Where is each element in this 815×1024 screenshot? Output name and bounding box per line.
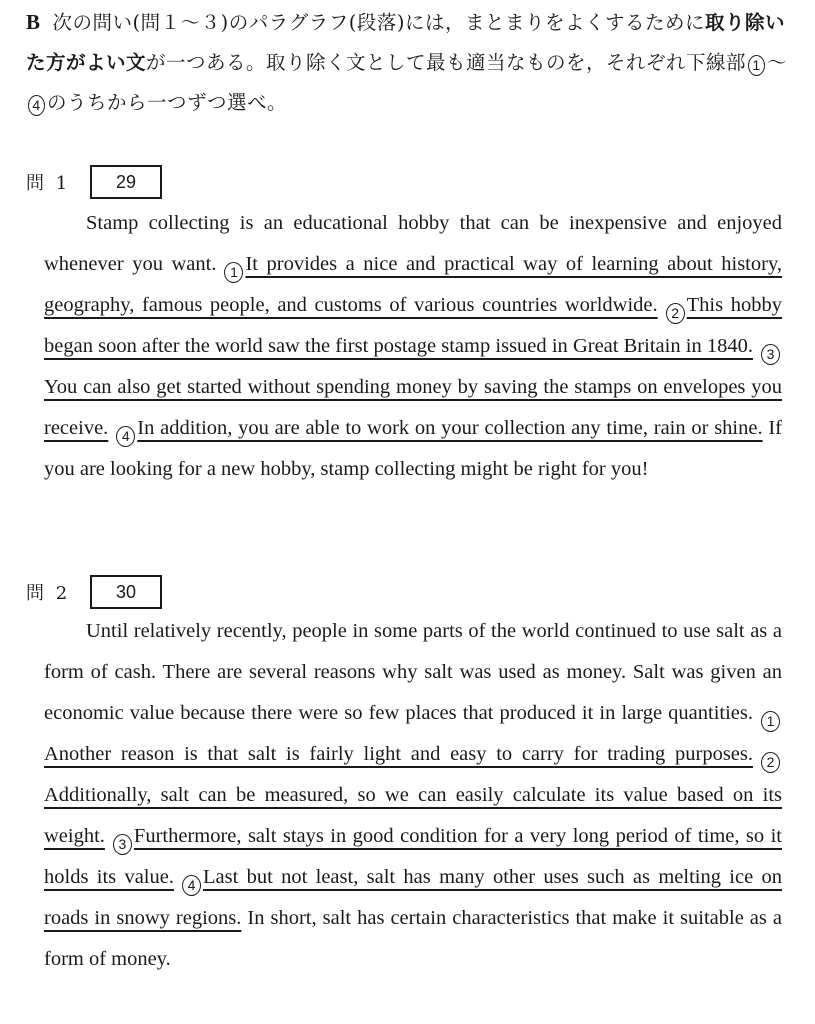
circled-number-1: 1 — [748, 55, 765, 76]
q2-underlined-sentence-2: Additionally, salt can be measured, so we can easily calculate its value based on its weight. — [44, 784, 782, 847]
question-2-answer-box: 30 — [90, 575, 162, 609]
section-label: B — [26, 10, 41, 34]
q1-underlined-sentence-1: It provides a nice and practical way of learning about history, geography, famous people, and customs of various countries worldwide. — [44, 253, 782, 316]
q2-marker-1: 1 — [761, 711, 780, 732]
q1-underlined-sentence-3: You can also get started without spending money by saving the stamps on envelopes you receive. — [44, 376, 782, 439]
q1-marker-1: 1 — [224, 262, 243, 283]
instructions-text-a: 次の問い(問１～３)のパラグラフ(段落)には，まとまりをよくするために — [52, 11, 705, 34]
question-1-answer-box: 29 — [90, 165, 162, 199]
instructions-text-b: が一つある。取り除く文として最も適当なものを，それぞれ下線部 — [146, 51, 747, 74]
q2-lead-sentences: Until relatively recently, people in some parts of the world continued to use salt as a form of cash. There are several reasons why salt was used as money. Salt was given an economic value because there were so few places that produced it in large quantities. — [44, 620, 782, 724]
q2-marker-4: 4 — [182, 875, 201, 896]
q1-marker-3: 3 — [761, 344, 780, 365]
q2-underlined-sentence-4: Last but not least, salt has many other uses such as melting ice on roads in snowy regions. — [44, 866, 782, 929]
question-1-header — [26, 165, 162, 199]
instructions — [26, 2, 796, 123]
q2-underlined-sentence-1: Another reason is that salt is fairly light and easy to carry for trading purposes. — [44, 743, 753, 765]
q2-underlined-sentence-3: Furthermore, salt stays in good condition for a very long period of time, so it holds its value. — [44, 825, 782, 888]
q2-marker-3: 3 — [113, 834, 132, 855]
question-2-label: 問 2 — [26, 583, 71, 604]
q1-marker-4: 4 — [116, 426, 135, 447]
question-1-paragraph — [44, 203, 782, 490]
q2-marker-2: 2 — [761, 752, 780, 773]
q1-marker-2: 2 — [666, 303, 685, 324]
q1-underlined-sentence-4: In addition, you are able to work on your collection any time, rain or shine. — [137, 417, 763, 439]
instructions-text-c: のうちから一つずつ選べ。 — [47, 91, 288, 114]
q2-tail-sentence: In short, salt has certain characteristics that make it suitable as a form of money. — [44, 907, 782, 970]
q1-tail-sentence: If you are looking for a new hobby, stamp collecting might be right for you! — [44, 417, 782, 480]
instructions-bold: 取り除いた方がよい文 — [26, 11, 785, 74]
q1-underlined-sentence-2: This hobby began soon after the world saw the first postage stamp issued in Great Britain in 1840. — [44, 294, 782, 357]
instructions-tilde: ～ — [767, 51, 788, 74]
question-1-label: 問 1 — [26, 173, 71, 194]
question-2-header — [26, 575, 162, 609]
q1-lead-sentence: Stamp collecting is an educational hobby that can be inexpensive and enjoyed whenever you want. — [44, 212, 782, 275]
question-2-paragraph — [44, 611, 782, 980]
circled-number-4: 4 — [28, 95, 45, 116]
